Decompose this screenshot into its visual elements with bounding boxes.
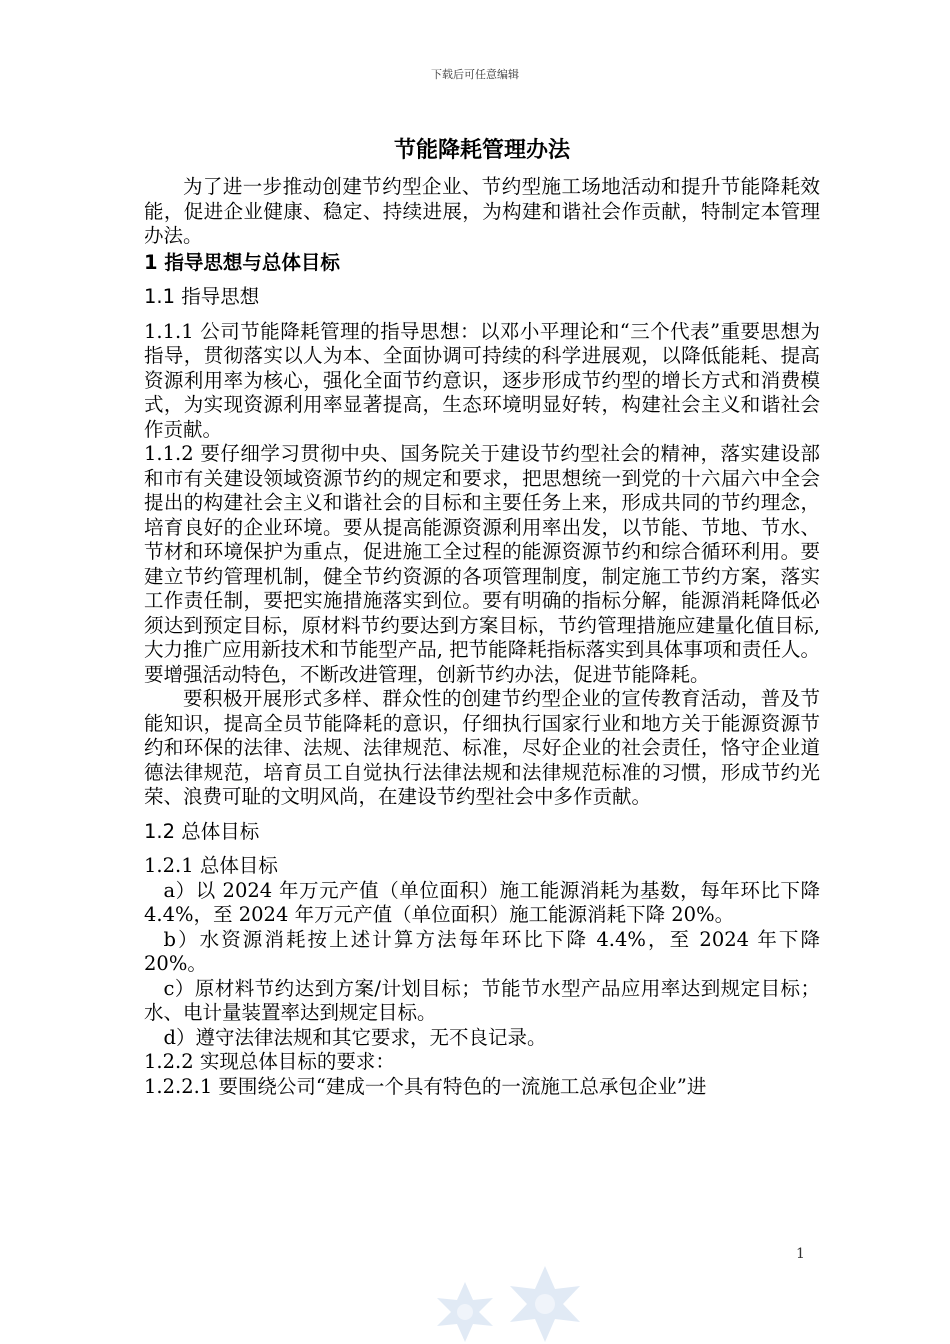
snowflake-watermark-icon — [410, 1252, 610, 1344]
goal-item-a: a）以 2024 年万元产值（单位面积）施工能源消耗为基数，每年环比下降 4.4%，至 2024 年万元产值（单位面积）施工能源消耗下降 20%。 — [144, 878, 820, 926]
section-1-heading: 1 指导思想与总体目标 — [144, 250, 340, 274]
goal-item-b: b）水资源消耗按上述计算方法每年环比下降 4.4%，至 2024 年下降 20%。 — [144, 927, 820, 975]
header-note: 下载后可任意编辑 — [431, 68, 519, 81]
intro-paragraph: 为了进一步推动创建节约型企业、节约型施工场地活动和提升节能降耗效能，促进企业健康、稳定、持续进展，为构建和谐社会作贡献，特制定本管理办法。 — [144, 175, 820, 247]
page-number: 1 — [796, 1246, 805, 1262]
goal-item-c: c）原材料节约达到方案/计划目标；节能节水型产品应用率达到规定目标；水、电计量装置率达到规定目标。 — [144, 976, 820, 1024]
paragraph-1-2-2-1: 1.2.2.1 要围绕公司“建成一个具有特色的一流施工总承包企业”进 — [144, 1074, 707, 1098]
paragraph-1-1-1: 1.1.1 公司节能降耗管理的指导思想：以邓小平理论和“三个代表”重要思想为指导，贯彻落实以人为本、全面协调可持续的科学进展观，以降低能耗、提高资源利用率为核心，强化全面节约意识，逐步形成节约型的增长方式和消费模式，为实现资源利用率显著提高，生态环境明显好转，构建社会主义和谐社会作贡献。 — [144, 319, 820, 441]
paragraph-propaganda: 要积极开展形式多样、群众性的创建节约型企业的宣传教育活动，普及节能知识，提高全员节能降耗的意识，仔细执行国家行业和地方关于能源资源节约和环保的法律、法规、法律规范、标准，尽好企业的社会责任，恪守企业道德法律规范，培育员工自觉执行法律法规和法律规范标准的习惯，形成节约光荣、浪费可耻的文明风尚，在建设节约型社会中多作贡献。 — [144, 687, 820, 808]
section-1-2-heading: 1.2 总体目标 — [144, 819, 260, 843]
document-body — [144, 134, 820, 1099]
section-1-1-heading: 1.1 指导思想 — [144, 285, 260, 308]
paragraph-1-1-2: 1.1.2 要仔细学习贯彻中央、国务院关于建设节约型社会的精神，落实建设部和市有关建设领域资源节约的规定和要求，把思想统一到党的十六届六中全会提出的构建社会主义和谐社会的目标和主要任务上来，形成共同的节约理念，培育良好的企业环境。要从提高能源资源利用率出发，以节能、节地、节水、节材和环境保护为重点，促进施工全过程的能源资源节约和综合循环利用。要建立节约管理机制，健全节约资源的各项管理制度，制定施工节约方案，落实工作责任制，要把实施措施落实到位。要有明确的指标分解，能源消耗降低必须达到预定目标，原材料节约要达到方案目标，节约管理措施应建量化值目标, 大力推广应用新技术和节能型产品, 把节能降耗指标落实到具体事项和责任人。要增强活动特色，不断改进管理，创新节约办法，促进节能降耗。 — [144, 442, 820, 686]
goal-item-d: d）遵守法律法规和其它要求，无不良记录。 — [163, 1025, 547, 1049]
paragraph-1-2-2: 1.2.2 实现总体目标的要求： — [144, 1050, 395, 1073]
paragraph-1-2-1: 1.2.1 总体目标 — [144, 854, 278, 877]
document-title: 节能降耗管理办法 — [393, 138, 570, 163]
